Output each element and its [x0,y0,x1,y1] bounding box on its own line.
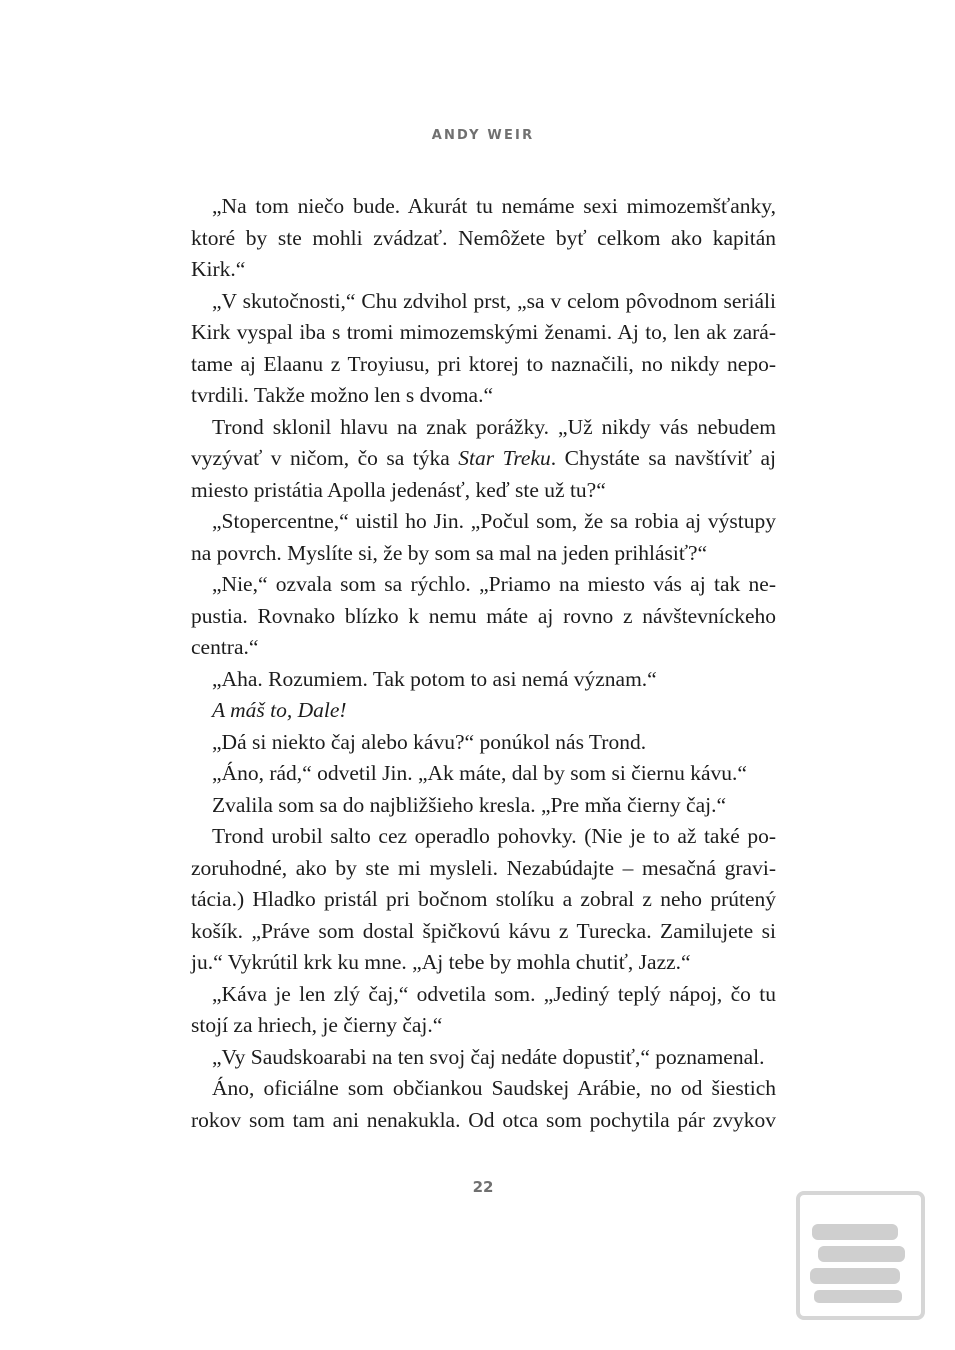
text-line: rokov som tam ani nenakukla. Od otca som pochytila pár zvykov [191,1107,776,1132]
text-line: „V skutočnosti,“ Chu zdvihol prst, „sa v celom pôvodnom seriáli [212,288,776,313]
text-line: „Stopercentne,“ uistil ho Jin. „Počul som, že sa robia aj výstupy [212,509,776,533]
text-line: tvrdili. Takže možno len s dvoma.“ [191,383,494,407]
text-line: Trond urobil salto cez operadlo pohovky. (Nie je to až také po- [212,824,776,848]
text-line: na povrch. Myslíte si, že by som sa mal na jeden prihlásiť?“ [191,540,708,565]
text-line: „Nie,“ ozvala som sa rýchlo. „Priamo na miesto vás aj tak ne- [212,572,776,596]
book-stack-icon [795,1190,926,1321]
text-line [191,443,776,475]
text-line: miesto pristátia Apolla jedenásť, keď ste už tu?“ [191,477,606,502]
text-line: tame aj Elaanu z Troyiusu, pri ktorej to naznačili, no nikdy nepo- [191,351,776,376]
text-line: „Dá si niekto čaj alebo kávu?“ ponúkol nás Trond. [212,729,647,754]
text-line: tácia.) Hladko pristál pri bočnom stolíku a zobral z neho prútený [191,887,776,911]
body-text [191,191,776,1136]
text-line: zoruhodné, ako by ste mi mysleli. Nezabúdajte – mesačná gravi- [191,855,776,880]
italic-title: Star Treku [458,446,551,470]
text-line: stojí za hriech, je čierny čaj.“ [191,1013,443,1037]
page-number: 22 [472,1178,494,1196]
text-segment: vyzývať v ničom, čo sa týka [191,446,459,470]
text-line: „Vy Saudskoarabi na ten svoj čaj nedáte dopustiť,“ poznamenal. [212,1044,765,1069]
text-line: „Áno, rád,“ odvetil Jin. „Ak máte, dal by som si čiernu kávu.“ [212,761,747,785]
text-line: pustia. Rovnako blízko k nemu máte aj rovno z návštevníckeho [191,603,776,628]
text-line: ju.“ Vykrútil krk ku mne. „Aj tebe by mohla chutiť, Jazz.“ [191,950,691,974]
text-line: Kirk vyspal iba s tromi mimozemskými ženami. Aj to, len ak zará- [191,320,776,344]
text-line: Zvalila som sa do najbližšieho kresla. „Pre mňa čierny čaj.“ [212,792,727,817]
text-line: A máš to, Dale! [212,698,347,722]
text-line: ktoré by ste mohli zvádzať. Nemôžete byť celkom ako kapitán [191,225,776,250]
running-head: ANDY WEIR [431,128,535,143]
text-line: košík. „Práve som dostal špičkovú kávu z Turecka. Zamilujete si [191,918,776,943]
text-line: Kirk.“ [191,257,246,281]
text-line: „Káva je len zlý čaj,“ odvetila som. „Jediný teplý nápoj, čo tu [212,981,776,1006]
text-line: „Aha. Rozumiem. Tak potom to asi nemá význam.“ [212,666,657,691]
text-line: centra.“ [191,635,259,659]
text-line: Trond sklonil hlavu na znak porážky. „Už nikdy vás nebudem [212,414,776,439]
text-line: „Na tom niečo bude. Akurát tu nemáme sexi mimozemšťanky, [212,194,776,218]
text-segment: . Chystáte sa navštíviť aj [550,446,776,470]
text-line: Áno, oficiálne som občiankou Saudskej Arábie, no od šiestich [212,1076,776,1100]
